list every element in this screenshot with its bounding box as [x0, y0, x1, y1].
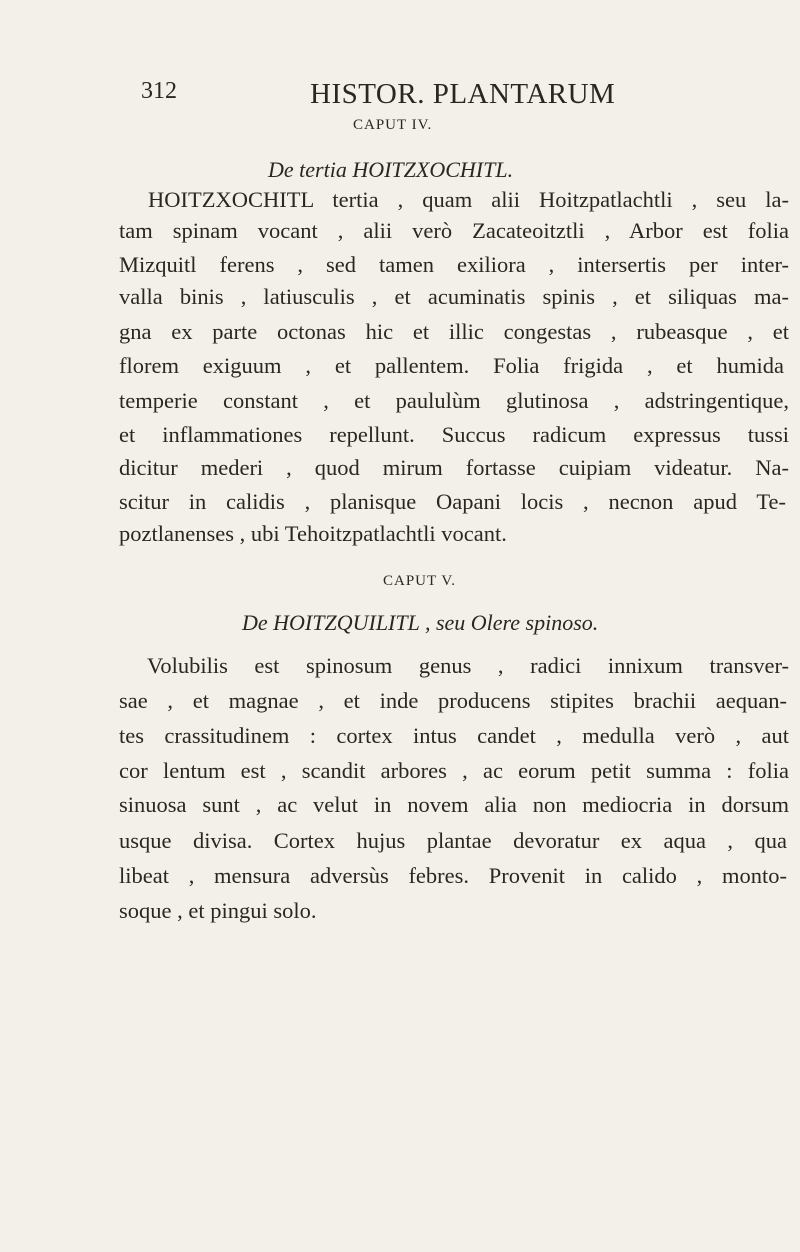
running-head [138, 78, 698, 118]
page-number: 312 [141, 78, 177, 104]
chapter-title-text: De tertia HOITZXOCHITL. [268, 157, 514, 182]
paragraph-line: Volubilis est spinosum genus , radici innixum transver- [147, 653, 789, 678]
paragraph-line: sinuosa sunt , ac velut in novem alia non mediocria in dorsum [119, 792, 789, 817]
paragraph-line: cor lentum est , scandit arbores , ac eorum petit summa : folia [119, 758, 789, 783]
paragraph-line: sae , et magnae , et inde producens stipites brachii aequan- [119, 688, 787, 713]
paragraph-line: usque divisa. Cortex hujus plantae devoratur ex aqua , qua [119, 828, 787, 853]
paragraph-line: soque , et pingui solo. [119, 898, 317, 923]
chapter-number-iv: CAPUT IV. [353, 117, 433, 133]
paragraph-line: florem exiguum , et pallentem. Folia frigida , et humida [119, 353, 784, 378]
paragraph-line: gna ex parte octonas hic et illic congestas , rubeasque , et [119, 319, 789, 344]
chapter-number-v: CAPUT V. [383, 573, 457, 589]
paragraph-line: tes crassitudinem : cortex intus candet , medulla verò , aut [119, 723, 789, 748]
paragraph-line: dicitur mederi , quod mirum fortasse cuipiam videatur. Na- [119, 455, 789, 480]
chapter-title-v [242, 610, 598, 636]
paragraph-line: HOITZXOCHITL tertia , quam alii Hoitzpatlachtli , seu la- [148, 187, 789, 212]
paragraph-line: et inflammationes repellunt. Succus radicum expressus tussi [119, 422, 789, 447]
paragraph-line: valla binis , latiusculis , et acuminatis spinis , et siliquas ma- [119, 284, 789, 309]
paragraph-line: temperie constant , et paululùm glutinosa , adstringentique, [119, 388, 789, 413]
chapter-title-iv [268, 157, 513, 183]
paragraph-line: libeat , mensura adversùs febres. Provenit in calido , monto- [119, 863, 787, 888]
paragraph-line: scitur in calidis , planisque Oapani locis , necnon apud Te- [119, 489, 786, 514]
paragraph-line: poztlanenses , ubi Tehoitzpatlachtli vocant. [119, 521, 507, 546]
running-title: HISTOR. PLANTARUM [310, 78, 616, 110]
chapter-title-text: De HOITZQUILITL , seu Olere spinoso. [242, 610, 599, 635]
paragraph-line: tam spinam vocant , alii verò Zacateoitztli , Arbor est folia [119, 218, 789, 243]
paragraph-line: Mizquitl ferens , sed tamen exiliora , intersertis per inter- [119, 252, 789, 277]
